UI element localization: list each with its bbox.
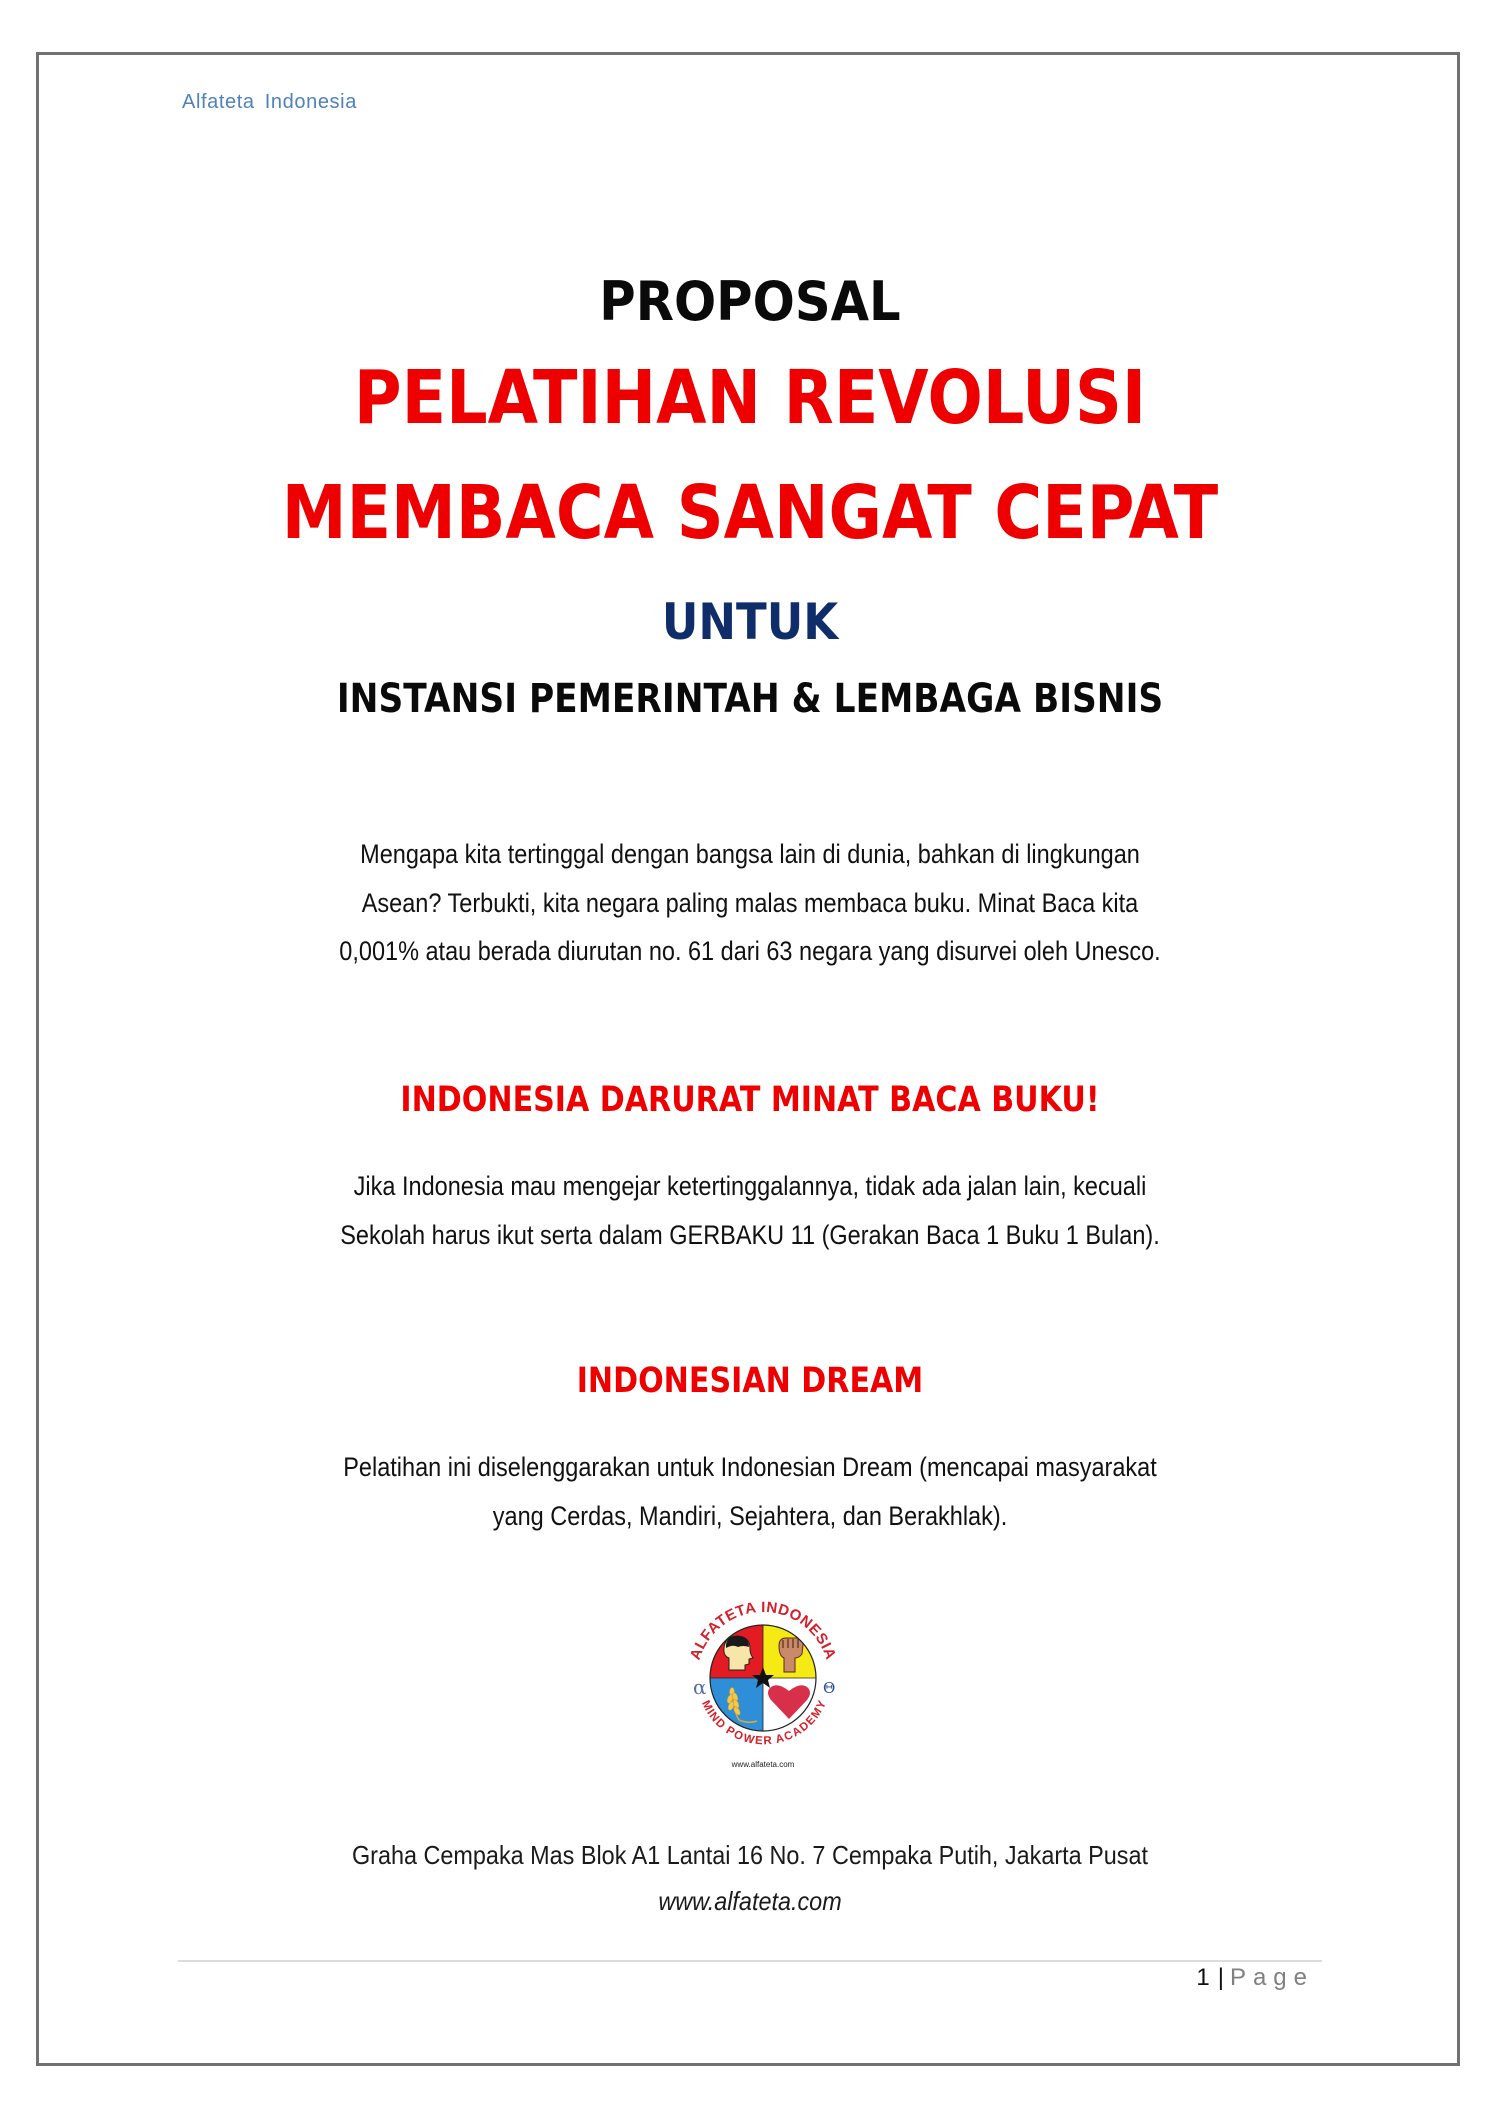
intro-line-3: 0,001% atau berada diurutan no. 61 dari 63 negara yang disurvei oleh Unesco. [339, 936, 1161, 966]
dream-line-2: yang Cerdas, Mandiri, Sejahtera, dan Berakhlak). [492, 1501, 1008, 1531]
title-main-line-2: MEMBACA SANGAT CEPAT [281, 470, 1219, 556]
logo-bottom-arc-text: MIND POWER ACADEMY [699, 1698, 830, 1748]
darurat-line-1: Jika Indonesia mau mengejar ketertinggalannya, tidak ada jalan lain, kecuali [353, 1171, 1147, 1201]
page-label: Page [1229, 1964, 1314, 1991]
theta-icon: Θ [823, 1679, 836, 1697]
intro-line-2: Asean? Terbukti, kita negara paling malas membaca buku. Minat Baca kita [361, 888, 1139, 918]
running-header: Alfateta Indonesia [182, 91, 357, 113]
logo-top-arc-text: ALFATETA INDONESIA [686, 1598, 840, 1663]
page-number-value: 1 [1196, 1964, 1210, 1991]
footer-divider [178, 1960, 1322, 1962]
contact-address: Graha Cempaka Mas Blok A1 Lantai 16 No. 7 Cempaka Putih, Jakarta Pusat [351, 1840, 1149, 1870]
title-kicker: PROPOSAL [599, 270, 901, 333]
section-heading-dream: INDONESIAN DREAM [576, 1361, 924, 1401]
darurat-line-2: Sekolah harus ikut serta dalam GERBAKU 11 (Gerakan Baca 1 Buku 1 Bulan). [340, 1220, 1160, 1250]
page-number [1196, 1964, 1314, 1992]
section-heading-darurat: INDONESIA DARURAT MINAT BACA BUKU! [400, 1080, 1100, 1120]
alpha-icon: α [693, 1675, 707, 1699]
contact-website[interactable]: www.alfateta.com [658, 1886, 842, 1916]
title-audience: INSTANSI PEMERINTAH & LEMBAGA BISNIS [336, 676, 1164, 722]
page-number-separator: | [1217, 1964, 1224, 1991]
title-main-line-1: PELATIHAN REVOLUSI [353, 355, 1147, 441]
alfateta-logo [683, 1596, 843, 1776]
intro-line-1: Mengapa kita tertinggal dengan bangsa lain di dunia, bahkan di lingkungan [360, 839, 1140, 869]
logo-url: www.alfateta.com [731, 1760, 795, 1769]
title-connector: UNTUK [661, 593, 839, 651]
dream-line-1: Pelatihan ini diselenggarakan untuk Indonesian Dream (mencapai masyarakat [343, 1452, 1157, 1482]
